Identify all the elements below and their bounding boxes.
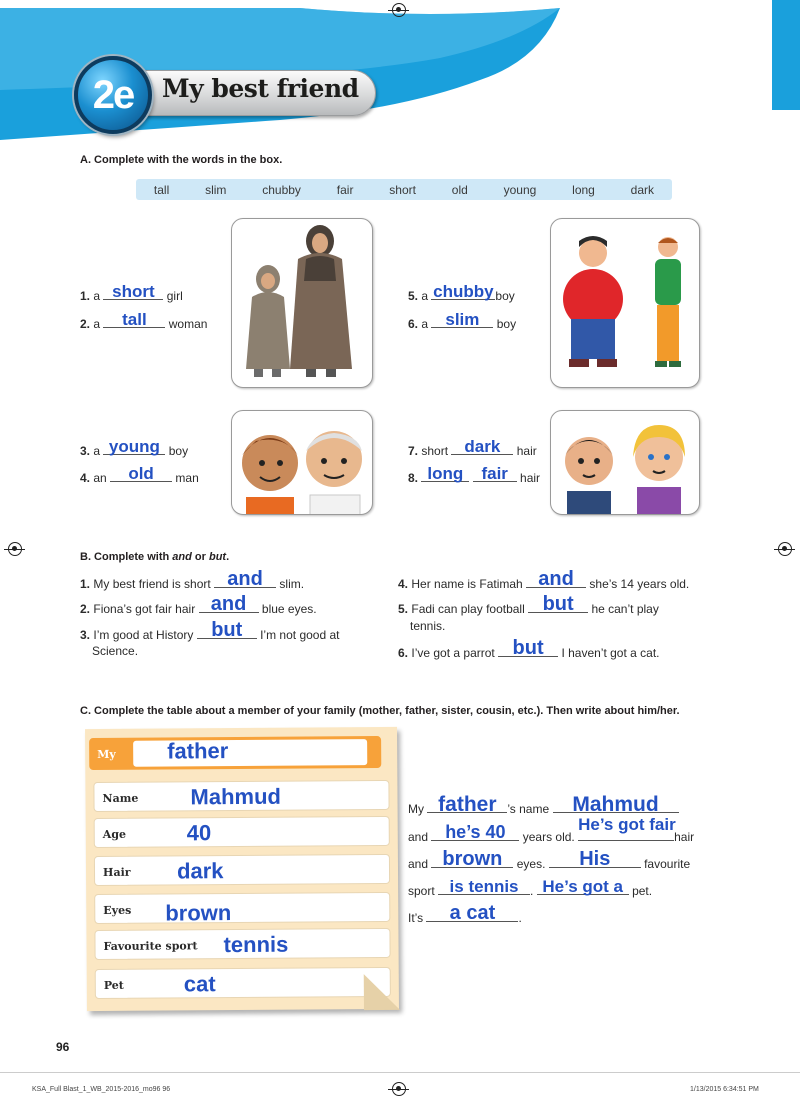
footer-divider [0,1072,800,1073]
page-curl-icon [364,974,400,1010]
table-value: father [167,738,229,764]
answer-blank[interactable]: a cat [426,910,518,922]
word-box-item: chubby [262,182,301,197]
answer-blank[interactable]: fair [473,470,517,482]
exercise-a-item-2: 2. a tall woman [80,310,208,331]
section-b-title: B. Complete with and or but. [80,551,230,563]
answer-blank[interactable]: He’s got fair [578,829,674,841]
page-number: 96 [56,1040,70,1054]
boys-illustration-icon [551,219,700,388]
table-row[interactable]: Name Mahmud [93,780,389,812]
exercise-a-item-7: 7. short dark hair [408,437,537,458]
answer-blank[interactable]: father [427,801,507,813]
paragraph-line-2: and he’s 40 years old. He’s got fair hair [408,815,695,844]
answer-blank[interactable]: but [498,645,558,657]
table-row-my [89,736,381,770]
exercise-b-item-3: 3. I’m good at History but I’m not good at [80,619,340,642]
exercise-a-item-8: 8. long fair hair [408,464,541,485]
girl-woman-illustration-icon [232,219,373,388]
word-box [136,179,672,200]
hair-illustration-icon [551,411,700,515]
page-title: My best friend [162,74,359,103]
answer-blank[interactable]: old [110,470,172,482]
answer-blank[interactable]: but [197,627,257,639]
exercise-a-item-5: 5. a chubby boy [408,282,515,303]
young-old-illustration-icon [232,411,373,515]
answer-blank[interactable]: young [103,443,165,455]
word-box-item: fair [336,182,354,197]
paragraph-line-4: sport is tennis . He’s got a pet. [408,877,653,898]
answer-blank[interactable]: tall [103,316,165,328]
answer-blank[interactable]: chubby [433,282,494,301]
registration-mark-icon [392,3,406,17]
footer-file-info: KSA_Full Blast_1_WB_2015-2016_mo96 96 [32,1086,171,1093]
answer-blank[interactable]: short [103,288,163,300]
answer-blank[interactable]: and [199,601,259,613]
answer-blank[interactable]: He’s got a [537,883,629,895]
exercise-a-item-6: 6. a slim boy [408,310,517,331]
exercise-b-item-5-cont: tennis. [410,619,446,633]
registration-mark-icon [8,542,22,556]
picture-chubby-slim-boys [550,218,700,388]
table-row[interactable]: Favourite sport tennis [94,928,390,960]
registration-mark-icon [778,542,792,556]
exercise-b-item-2: 2. Fiona’s got fair hair and blue eyes. [80,593,317,616]
word-box-item: dark [630,182,655,197]
picture-dark-fair-hair [550,410,700,515]
section-a-title: A. Complete with the words in the box. [80,154,283,166]
answer-blank[interactable]: Mahmud [553,801,679,813]
table-row[interactable]: Hair dark [94,854,390,886]
paragraph-line-1: My father ’s name Mahmud [408,801,679,816]
table-row[interactable]: Pet cat [95,967,391,999]
exercise-a-item-1: 1. a short girl [80,282,183,303]
paragraph-line-5: It’s a cat . [408,902,522,925]
family-table-card [85,727,399,1011]
section-c-title: C. Complete the table about a member of your family (mother, father, sister, cousin, etc.). Then write about him/her. [80,705,680,717]
exercise-a-item-3: 3. a young boy [80,437,189,458]
word-box-item: slim [205,182,227,197]
word-box-item: young [503,182,537,197]
exercise-b-item-1: 1. My best friend is short and slim. [80,568,305,591]
word-box-item: short [389,182,416,197]
footer-timestamp: 1/13/2015 6:34:51 PM [690,1086,759,1093]
answer-blank[interactable]: and [526,576,586,588]
answer-blank[interactable]: slim [431,316,493,328]
answer-blank[interactable]: His [549,856,641,868]
answer-blank[interactable]: long [421,470,469,482]
answer-blank[interactable]: and [214,576,276,588]
answer-blank[interactable]: brown [431,856,513,868]
answer-blank[interactable]: dark [451,443,513,455]
word-box-item: tall [153,182,170,197]
exercise-b-item-4: 4. Her name is Fatimah and she’s 14 years old. [398,568,690,591]
paragraph-line-3: and brown eyes. His favourite [408,848,691,871]
answer-blank[interactable]: is tennis [438,883,530,895]
table-row[interactable]: Eyes brown [94,892,390,924]
answer-blank[interactable]: he’s 40 [431,829,519,841]
exercise-b-item-5: 5. Fadi can play football but he can’t play [398,593,659,616]
picture-young-old [231,410,373,515]
exercise-b-item-3-cont: Science. [92,644,139,658]
picture-girl-woman [231,218,373,388]
table-row[interactable]: Age 40 [94,816,390,848]
unit-badge: 2e [74,56,152,134]
word-box-item: long [572,182,595,197]
answer-blank[interactable]: but [528,601,588,613]
word-box-item: old [451,182,468,197]
exercise-b-item-6: 6. I’ve got a parrot but I haven’t got a cat. [398,637,660,660]
registration-mark-icon [392,1082,406,1096]
table-label: My [97,747,116,762]
exercise-a-item-4: 4. an old man [80,464,199,485]
page-edge-tab [772,0,800,110]
